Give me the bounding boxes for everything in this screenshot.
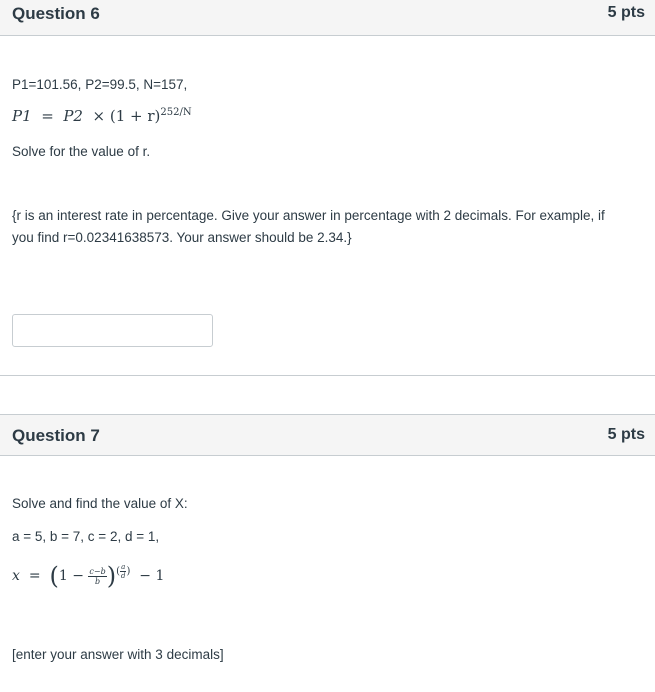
formula-minus: − [72,568,84,584]
question-6-header [0,0,655,36]
formula-fraction [88,567,106,586]
question-7-header [0,414,655,456]
fraction-denominator: b [94,576,101,586]
question-7-formula [12,562,164,590]
question-7-instruction: Solve and find the value of X: [12,496,188,511]
question-6-note-line-2: you find r=0.02341638573. Your answer should be 2.34.} [12,230,352,245]
question-7-title: Question 7 [12,426,100,445]
question-6-instruction: Solve for the value of r. [12,144,151,159]
question-6-formula [12,107,192,125]
question-6-points: 5 pts [607,4,645,21]
question-divider [0,375,655,376]
formula-p1: P1 [12,107,32,125]
question-6-answer-input[interactable] [12,314,213,347]
fraction-numerator: c−b [89,566,106,576]
exponent-numerator: a [121,563,126,572]
formula-tail: − 1 [139,568,165,584]
question-6-note-line-1: {r is an interest rate in percentage. Give your answer in percentage with 2 decimals. For example, if [12,208,605,223]
formula-exponent: 252/N [160,107,192,118]
question-6-title: Question 6 [12,4,100,23]
left-paren: ( [49,562,59,590]
exponent-denominator: d [120,572,126,581]
right-paren: ) [106,562,117,590]
exponent-fraction [120,563,126,580]
formula-exponent: ( a d ) [116,563,131,581]
formula-one: 1 [58,568,68,584]
question-7-params: a = 5, b = 7, c = 2, d = 1, [12,529,160,544]
formula-p2: P2 [63,107,83,125]
formula-base: (1 + r) [109,107,161,125]
question-6-params: P1=101.56, P2=99.5, N=157, [12,77,188,92]
formula-equals: = [28,568,41,584]
formula-equals: = [41,107,54,125]
question-7-note: [enter your answer with 3 decimals] [12,647,224,662]
formula-times: × [92,107,106,125]
formula-x: x [12,568,20,584]
question-7-points: 5 pts [607,426,645,443]
